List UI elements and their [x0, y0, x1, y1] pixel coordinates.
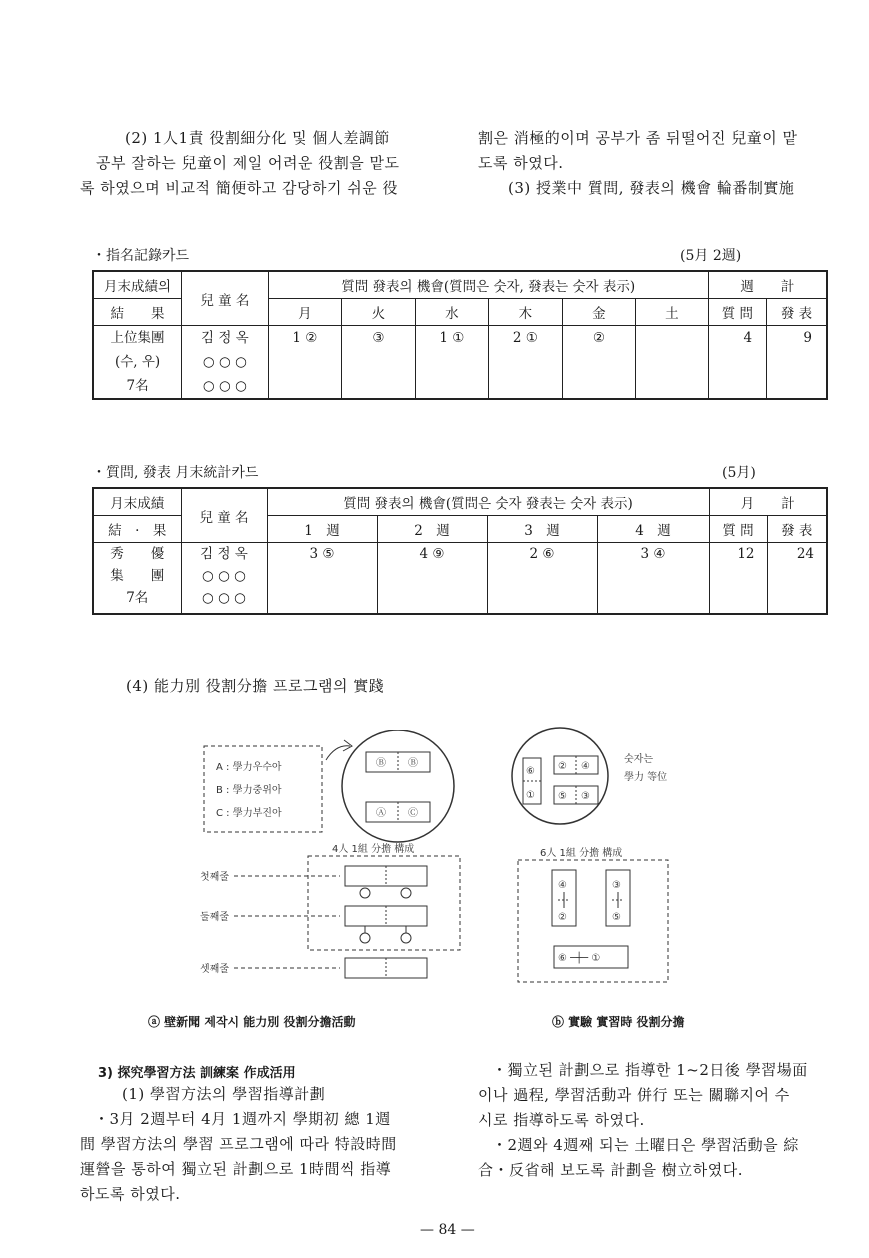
card1-value: 1 ① [415, 326, 489, 400]
card1-names-1: 김 정 옥 [201, 330, 249, 346]
diagram-b-rb-1: ⑤ [558, 791, 567, 802]
diagram-a-row-1: 첫째줄 [200, 872, 229, 883]
diagram-b-pl-1: ④ [558, 880, 567, 891]
diagram-b-rt-1: ② [558, 761, 567, 772]
card2-h-name: 兒 童 名 [181, 488, 267, 543]
diagram-a-top-2: Ⓑ [408, 758, 418, 769]
card1-h-name: 兒 童 名 [182, 271, 269, 326]
section4-heading: (4) 能力別 役割分擔 프로그램의 實踐 [126, 677, 385, 695]
diagram-a-group-label: 4人 1組 分擔 構成 [332, 844, 415, 855]
diagram-b-pr-1: ③ [612, 880, 621, 891]
diagram-b-left-1: ⑥ [526, 766, 535, 777]
diagram-a-legend-c: C : 學力부진아 [216, 808, 282, 819]
card1-names [182, 326, 269, 400]
bottom-right-line-4: ・2週와 4週째 되는 土曜日은 學習活動을 綜 [492, 1136, 799, 1154]
card1-h-result-2: 結 果 [93, 299, 182, 326]
left-line-2: 록 하였으며 비교적 簡便하고 감당하기 쉬운 役 [80, 179, 398, 197]
card1-table [92, 270, 828, 400]
diagram-b-pr-2: ⑤ [612, 912, 621, 923]
card1-day: 土 [636, 299, 708, 326]
diagram-a-area [308, 856, 460, 950]
card2-group [93, 543, 181, 615]
card1-value: 1 ② [268, 326, 342, 400]
diagram-b-rb-2: ③ [581, 791, 590, 802]
bottom-subheading: (1) 學習方法의 學習指導計劃 [122, 1085, 326, 1103]
bottom-right-line-5: 合・反省해 보도록 計劃을 樹立하였다. [478, 1161, 743, 1179]
bottom-left-line-3: 運營을 통하여 獨立된 計劃으로 1時間씩 指導 [80, 1160, 392, 1178]
card2-names [181, 543, 267, 615]
card2-h-total: 月 計 [709, 488, 827, 516]
left-heading: (2) 1人1責 役割細分化 및 個人差調節 [125, 129, 390, 147]
diagram-a-caption: ⓐ 壁新聞 제작시 能力別 役割分擔活動 [148, 1015, 356, 1029]
card1-day: 水 [415, 299, 489, 326]
card1-day: 月 [268, 299, 342, 326]
bottom-left-line-2: 間 學習方法의 學習 프로그램에 따라 特設時間 [80, 1135, 397, 1153]
card1-group-2: (수, 우) [114, 354, 161, 370]
card2-caption: ・質問, 發表 月末統計카드 [92, 465, 259, 481]
card1-p-total: 9 [767, 326, 827, 400]
card2-h-p: 發 表 [767, 516, 827, 543]
card1-caption: ・指名記錄카드 [92, 248, 190, 264]
page-number: — 84 — [420, 1222, 475, 1238]
card1-h-p: 發 表 [767, 299, 827, 326]
diagram-a-arrow [326, 746, 350, 760]
card1-value: ② [562, 326, 636, 400]
diagram-a-bottom-1: Ⓐ [376, 808, 386, 819]
right-line-2: 도록 하였다. [478, 154, 564, 172]
diagram-b-rt-2: ④ [581, 761, 590, 772]
diagram-b-note-1: 숫자는 [624, 754, 653, 765]
card2-value: 2 ⑥ [487, 543, 597, 615]
diagram-a-legend-b: B : 學力중위아 [216, 785, 282, 796]
bottom-right-line-1: ・獨立된 計劃으로 指導한 1~2日後 學習場面 [492, 1061, 808, 1079]
card2-h-q: 質 問 [709, 516, 767, 543]
card2-names-1: 김 정 옥 [200, 546, 248, 562]
diagram-b [508, 718, 688, 998]
left-line-1: 공부 잘하는 兒童이 제일 어려운 役割을 맡도 [96, 154, 400, 172]
card1-day: 金 [562, 299, 636, 326]
card2-p-total: 24 [767, 543, 827, 615]
card1-group [93, 326, 182, 400]
diagram-a [190, 730, 470, 1000]
card1-names-2: ○ ○ ○ [202, 354, 247, 370]
card1-h-q: 質 問 [708, 299, 766, 326]
card2-h-result-1: 月末成績 [93, 488, 181, 516]
card1-names-3: ○ ○ ○ [202, 378, 247, 394]
diagram-a-bottom-2: Ⓒ [408, 808, 418, 819]
card2-value: 4 ⑨ [377, 543, 487, 615]
diagram-a-top-1: Ⓑ [376, 758, 386, 769]
card1-period: (5月 2週) [680, 248, 742, 264]
card1-group-1: 上位集團 [110, 330, 165, 346]
card2-q-total: 12 [709, 543, 767, 615]
card1-value: ③ [342, 326, 416, 400]
diagram-b-caption: ⓑ 實驗 實習時 役割分擔 [552, 1015, 685, 1029]
diagram-a-row-3: 셋째줄 [200, 964, 229, 975]
diagram-b-left-2: ① [526, 790, 535, 801]
diagram-b-bottom-pair: ⑥ ─┼─ ① [558, 953, 601, 964]
bottom-right-line-3: 시로 指導하도록 하였다. [478, 1111, 645, 1129]
card2-h-result-2: 結 · 果 [93, 516, 181, 543]
bottom-left-line-4: 하도록 하였다. [80, 1185, 181, 1203]
card2-table [92, 487, 828, 615]
card2-value: 3 ⑤ [267, 543, 377, 615]
right-line-1: 割은 消極的이며 공부가 좀 뒤떨어진 兒童이 맡 [478, 129, 798, 147]
card1-value: 2 ① [489, 326, 563, 400]
card1-q-total: 4 [708, 326, 766, 400]
card2-week: 4 週 [597, 516, 709, 543]
card1-day: 木 [489, 299, 563, 326]
bottom-heading: 3) 探究學習方法 訓練案 作成活用 [98, 1066, 296, 1081]
diagram-a-row-2: 둘째줄 [200, 912, 229, 923]
card1-day: 火 [342, 299, 416, 326]
card2-group-2: 集 團 [110, 568, 165, 584]
card2-period: (5月) [722, 465, 756, 481]
card1-group-3: 7名 [126, 378, 149, 394]
card2-week: 1 週 [267, 516, 377, 543]
card2-names-3: ○ ○ ○ [202, 590, 246, 606]
card2-group-3: 7名 [126, 590, 149, 606]
diagram-a-legend-a: A : 學力우수아 [216, 762, 282, 773]
card2-week: 3 週 [487, 516, 597, 543]
card2-h-opportunity: 質問 發表의 機會(質問은 숫자 發表는 숫자 表示) [267, 488, 709, 516]
bottom-right-line-2: 이나 過程, 學習活動과 併行 또는 關聯지어 수 [478, 1086, 790, 1104]
diagram-a-circle [342, 730, 454, 842]
card1-h-opportunity: 質問 發表의 機會(質問은 숫자, 發表는 숫자 表示) [268, 271, 708, 299]
card2-group-1: 秀 優 [110, 546, 165, 562]
diagram-b-group-label: 6人 1組 分擔 構成 [540, 848, 623, 859]
card1-h-total: 週 計 [708, 271, 827, 299]
card2-week: 2 週 [377, 516, 487, 543]
card1-value [636, 326, 708, 400]
card2-names-2: ○ ○ ○ [202, 568, 246, 584]
diagram-b-pl-2: ② [558, 912, 567, 923]
bottom-left-line-1: ・3月 2週부터 4月 1週까지 學期初 總 1週 [94, 1110, 391, 1128]
card2-value: 3 ④ [597, 543, 709, 615]
right-heading: (3) 授業中 質問, 發表의 機會 輪番制實施 [508, 179, 795, 197]
card1-h-result-1: 月末成績의 [93, 271, 182, 299]
diagram-b-note-2: 學力 等位 [624, 772, 668, 783]
